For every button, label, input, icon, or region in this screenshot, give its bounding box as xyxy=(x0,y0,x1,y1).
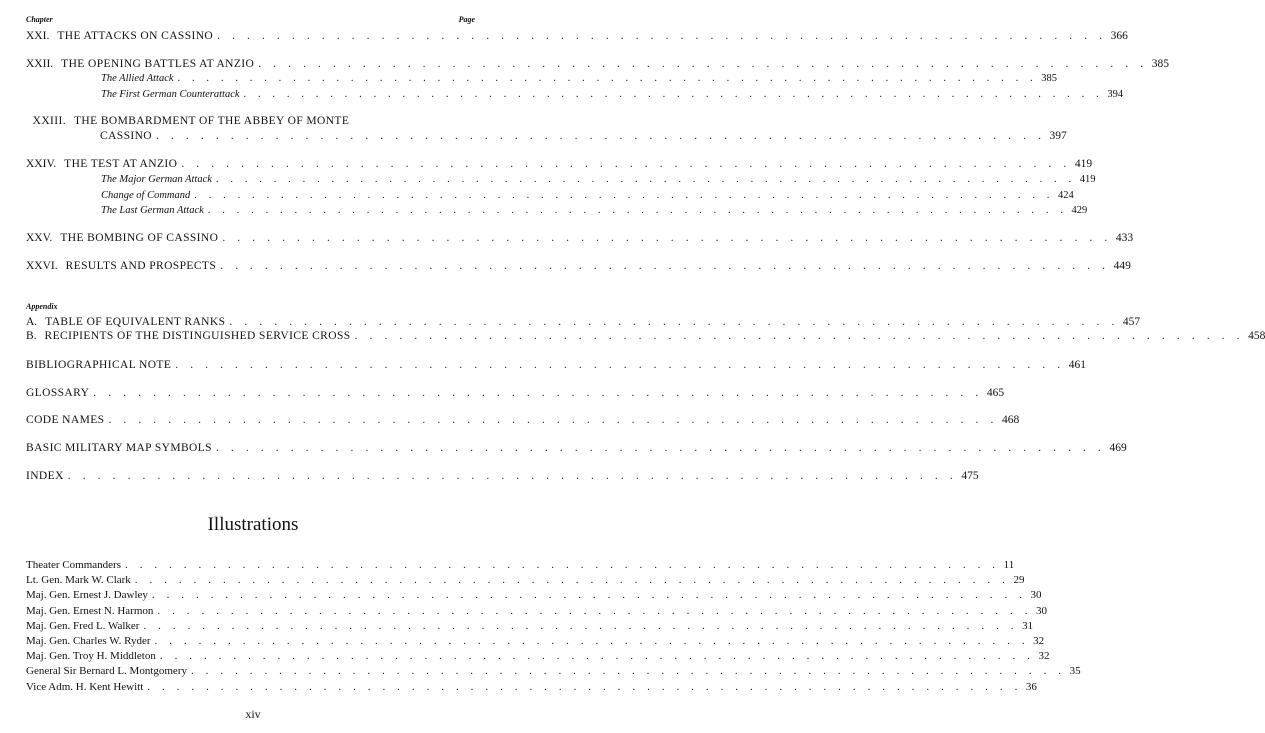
illustration-entry xyxy=(26,680,1037,693)
entry-page: 429 xyxy=(1071,205,1088,216)
entry-page: 468 xyxy=(1001,414,1020,426)
appendix-entry xyxy=(26,330,1265,342)
entry-page: 419 xyxy=(1079,174,1096,185)
dot-leader: . . . . . . . . . . . . . . . . . . . . . . . . . . . . . . . . . . . . . . . . . . . . . . . . . . . . . . . . . . . . xyxy=(229,316,1119,328)
illustration-entry xyxy=(26,635,1045,647)
subsection-entry xyxy=(101,190,1074,201)
dot-leader: . . . . . . . . . . . . . . . . . . . . . . . . . . . . . . . . . . . . . . . . . . . . . . . . . . . . . . . . . . . . xyxy=(147,680,1022,693)
dot-leader: . . . . . . . . . . . . . . . . . . . . . . . . . . . . . . . . . . . . . . . . . . . . . . . . . . . . . . . . . . . . xyxy=(134,574,1010,587)
entry-page: 461 xyxy=(1068,359,1087,371)
back-matter-entry xyxy=(26,470,979,482)
chapter-column-label: Chapter xyxy=(26,15,53,24)
entry-page: 457 xyxy=(1122,316,1141,328)
entry-title: The Last German Attack xyxy=(101,205,204,216)
subsection-entry xyxy=(101,174,1096,185)
entry-title: THE ATTACKS ON CASSINO xyxy=(57,30,214,42)
dot-leader: . . . . . . . . . . . . . . . . . . . . . . . . . . . . . . . . . . . . . . . . . . . . . . . . . . . . . . . . . . . . xyxy=(190,665,1066,678)
appendix-entry xyxy=(26,316,1141,328)
entry-number: XXV. xyxy=(26,232,53,244)
appendix-label: Appendix xyxy=(26,302,58,311)
illustration-entry xyxy=(26,589,1042,602)
entry-title: THE BOMBING OF CASSINO xyxy=(60,232,219,244)
entry-page: 465 xyxy=(986,387,1005,399)
chapter-entry xyxy=(26,260,1131,272)
chapter-entry xyxy=(26,232,1134,244)
subsection-entry xyxy=(101,205,1088,216)
entry-title: The Major German Attack xyxy=(101,174,212,185)
chapter-entry xyxy=(26,58,1170,70)
entry-page: 11 xyxy=(1003,559,1015,571)
chapter-entry-line2 xyxy=(100,130,1067,142)
entry-title: THE BOMBARDMENT OF THE ABBEY OF MONTE xyxy=(74,115,350,127)
dot-leader: . . . . . . . . . . . . . . . . . . . . . . . . . . . . . . . . . . . . . . . . . . . . . . . . . . . . . . . . . . . . xyxy=(207,205,1068,216)
chapter-entry-line1 xyxy=(26,115,349,127)
entry-page: 385 xyxy=(1041,73,1058,84)
entry-page: 397 xyxy=(1049,130,1067,142)
entry-page: 419 xyxy=(1074,158,1093,170)
entry-page: 449 xyxy=(1113,260,1131,272)
dot-leader: . . . . . . . . . . . . . . . . . . . . . . . . . . . . . . . . . . . . . . . . . . . . . . . . . . . . . . . . . . . . xyxy=(175,359,1065,371)
entry-title: Lt. Gen. Mark W. Clark xyxy=(26,574,131,587)
entry-number: XXIV. xyxy=(26,158,57,170)
entry-page: 36 xyxy=(1025,680,1037,693)
dot-leader: . . . . . . . . . . . . . . . . . . . . . . . . . . . . . . . . . . . . . . . . . . . . . . . . . . . . . . . . . . . . xyxy=(354,330,1245,342)
entry-page: 394 xyxy=(1107,89,1124,100)
illustration-entry xyxy=(26,604,1048,617)
entry-title: Theater Commanders xyxy=(26,559,121,571)
entry-title: The First German Counterattack xyxy=(101,89,240,100)
subsection-entry xyxy=(101,89,1124,100)
dot-leader: . . . . . . . . . . . . . . . . . . . . . . . . . . . . . . . . . . . . . . . . . . . . . . . . . . . . . . . . . . . . xyxy=(194,190,1055,201)
entry-page: 30 xyxy=(1036,604,1048,617)
illustrations-heading: Illustrations xyxy=(207,514,299,535)
dot-leader: . . . . . . . . . . . . . . . . . . . . . . . . . . . . . . . . . . . . . . . . . . . . . . . . . . . . . . . . . . . . xyxy=(222,232,1112,244)
dot-leader: . . . . . . . . . . . . . . . . . . . . . . . . . . . . . . . . . . . . . . . . . . . . . . . . . . . . . . . . . . . . xyxy=(215,174,1076,185)
entry-title: THE TEST AT ANZIO xyxy=(64,158,178,170)
illustration-entry xyxy=(26,650,1050,663)
entry-number: B. xyxy=(26,330,37,342)
entry-number: A. xyxy=(26,316,38,328)
back-matter-entry xyxy=(26,359,1087,371)
entry-page: 32 xyxy=(1033,635,1045,647)
entry-page: 29 xyxy=(1013,574,1025,587)
entry-title: RESULTS AND PROSPECTS xyxy=(65,260,217,272)
entry-page: 366 xyxy=(1110,30,1128,42)
entry-number: XXIII. xyxy=(32,115,66,127)
dot-leader: . . . . . . . . . . . . . . . . . . . . . . . . . . . . . . . . . . . . . . . . . . . . . . . . . . . . . . . . . . . . xyxy=(143,619,1019,632)
entry-title: TABLE OF EQUIVALENT RANKS xyxy=(45,316,226,328)
back-matter-entry xyxy=(26,442,1127,454)
entry-title: Maj. Gen. Troy H. Middleton xyxy=(26,650,156,663)
dot-leader: . . . . . . . . . . . . . . . . . . . . . . . . . . . . . . . . . . . . . . . . . . . . . . . . . . . . . . . . . . . . xyxy=(67,470,958,482)
dot-leader: . . . . . . . . . . . . . . . . . . . . . . . . . . . . . . . . . . . . . . . . . . . . . . . . . . . . . . . . . . . . xyxy=(181,158,1071,170)
page-column-label: Page xyxy=(458,15,475,24)
illustration-entry xyxy=(26,559,1015,571)
dot-leader: . . . . . . . . . . . . . . . . . . . . . . . . . . . . . . . . . . . . . . . . . . . . . . . . . . . . . . . . . . . . xyxy=(151,589,1027,602)
entry-title: INDEX xyxy=(26,470,64,482)
page-number: xiv xyxy=(245,707,261,721)
back-matter-entry xyxy=(26,414,1020,426)
dot-leader: . . . . . . . . . . . . . . . . . . . . . . . . . . . . . . . . . . . . . . . . . . . . . . . . . . . . . . . . . . . . xyxy=(93,387,983,399)
entry-title: Vice Adm. H. Kent Hewitt xyxy=(26,680,144,693)
illustration-entry xyxy=(26,665,1081,678)
dot-leader: . . . . . . . . . . . . . . . . . . . . . . . . . . . . . . . . . . . . . . . . . . . . . . . . . . . . . . . . . . . . xyxy=(177,73,1038,84)
entry-page: 32 xyxy=(1038,650,1050,663)
entry-page: 31 xyxy=(1022,619,1034,632)
entry-title: General Sir Bernard L. Montgomery xyxy=(26,665,187,678)
entry-title: Maj. Gen. Ernest J. Dawley xyxy=(26,589,148,602)
entry-number: XXVI. xyxy=(26,260,58,272)
entry-page: 458 xyxy=(1248,330,1265,342)
illustration-entry xyxy=(26,574,1025,587)
chapter-entry xyxy=(26,158,1093,170)
entry-number: XXII. xyxy=(26,58,54,70)
entry-title: Maj. Gen. Ernest N. Harmon xyxy=(26,604,154,617)
entry-number: XXI. xyxy=(26,30,50,42)
dot-leader: . . . . . . . . . . . . . . . . . . . . . . . . . . . . . . . . . . . . . . . . . . . . . . . . . . . . . . . . . . . . xyxy=(156,130,1046,142)
dot-leader: . . . . . . . . . . . . . . . . . . . . . . . . . . . . . . . . . . . . . . . . . . . . . . . . . . . . . . . . . . . . xyxy=(154,635,1030,647)
entry-title: BASIC MILITARY MAP SYMBOLS xyxy=(26,442,212,454)
entry-title: The Allied Attack xyxy=(101,73,174,84)
dot-leader: . . . . . . . . . . . . . . . . . . . . . . . . . . . . . . . . . . . . . . . . . . . . . . . . . . . . . . . . . . . . xyxy=(243,89,1104,100)
entry-title: Maj. Gen. Charles W. Ryder xyxy=(26,635,151,647)
entry-page: 385 xyxy=(1151,58,1170,70)
dot-leader: . . . . . . . . . . . . . . . . . . . . . . . . . . . . . . . . . . . . . . . . . . . . . . . . . . . . . . . . . . . . xyxy=(125,559,1000,571)
entry-title: GLOSSARY xyxy=(26,387,90,399)
back-matter-entry xyxy=(26,387,1005,399)
entry-title: Maj. Gen. Fred L. Walker xyxy=(26,619,140,632)
entry-title: RECIPIENTS OF THE DISTINGUISHED SERVICE CROSS xyxy=(44,330,351,342)
dot-leader: . . . . . . . . . . . . . . . . . . . . . . . . . . . . . . . . . . . . . . . . . . . . . . . . . . . . . . . . . . . . xyxy=(159,650,1035,663)
entry-page: 475 xyxy=(961,470,979,482)
entry-page: 35 xyxy=(1069,665,1081,678)
dot-leader: . . . . . . . . . . . . . . . . . . . . . . . . . . . . . . . . . . . . . . . . . . . . . . . . . . . . . . . . . . . . xyxy=(217,30,1107,42)
entry-title: BIBLIOGRAPHICAL NOTE xyxy=(26,359,172,371)
entry-title: THE OPENING BATTLES AT ANZIO xyxy=(61,58,255,70)
dot-leader: . . . . . . . . . . . . . . . . . . . . . . . . . . . . . . . . . . . . . . . . . . . . . . . . . . . . . . . . . . . . xyxy=(215,442,1106,454)
entry-page: 30 xyxy=(1030,589,1042,602)
dot-leader: . . . . . . . . . . . . . . . . . . . . . . . . . . . . . . . . . . . . . . . . . . . . . . . . . . . . . . . . . . . . xyxy=(258,58,1148,70)
subsection-entry xyxy=(101,73,1058,84)
illustration-entry xyxy=(26,619,1034,632)
entry-page: 424 xyxy=(1058,190,1074,201)
dot-leader: . . . . . . . . . . . . . . . . . . . . . . . . . . . . . . . . . . . . . . . . . . . . . . . . . . . . . . . . . . . . xyxy=(220,260,1110,272)
entry-page: 469 xyxy=(1109,442,1127,454)
entry-title: CODE NAMES xyxy=(26,414,105,426)
entry-title: Change of Command xyxy=(101,190,191,201)
entry-title: CASSINO xyxy=(100,130,153,142)
dot-leader: . . . . . . . . . . . . . . . . . . . . . . . . . . . . . . . . . . . . . . . . . . . . . . . . . . . . . . . . . . . . xyxy=(157,604,1033,617)
dot-leader: . . . . . . . . . . . . . . . . . . . . . . . . . . . . . . . . . . . . . . . . . . . . . . . . . . . . . . . . . . . . xyxy=(108,414,998,426)
chapter-entry xyxy=(26,30,1128,42)
entry-page: 433 xyxy=(1115,232,1134,244)
